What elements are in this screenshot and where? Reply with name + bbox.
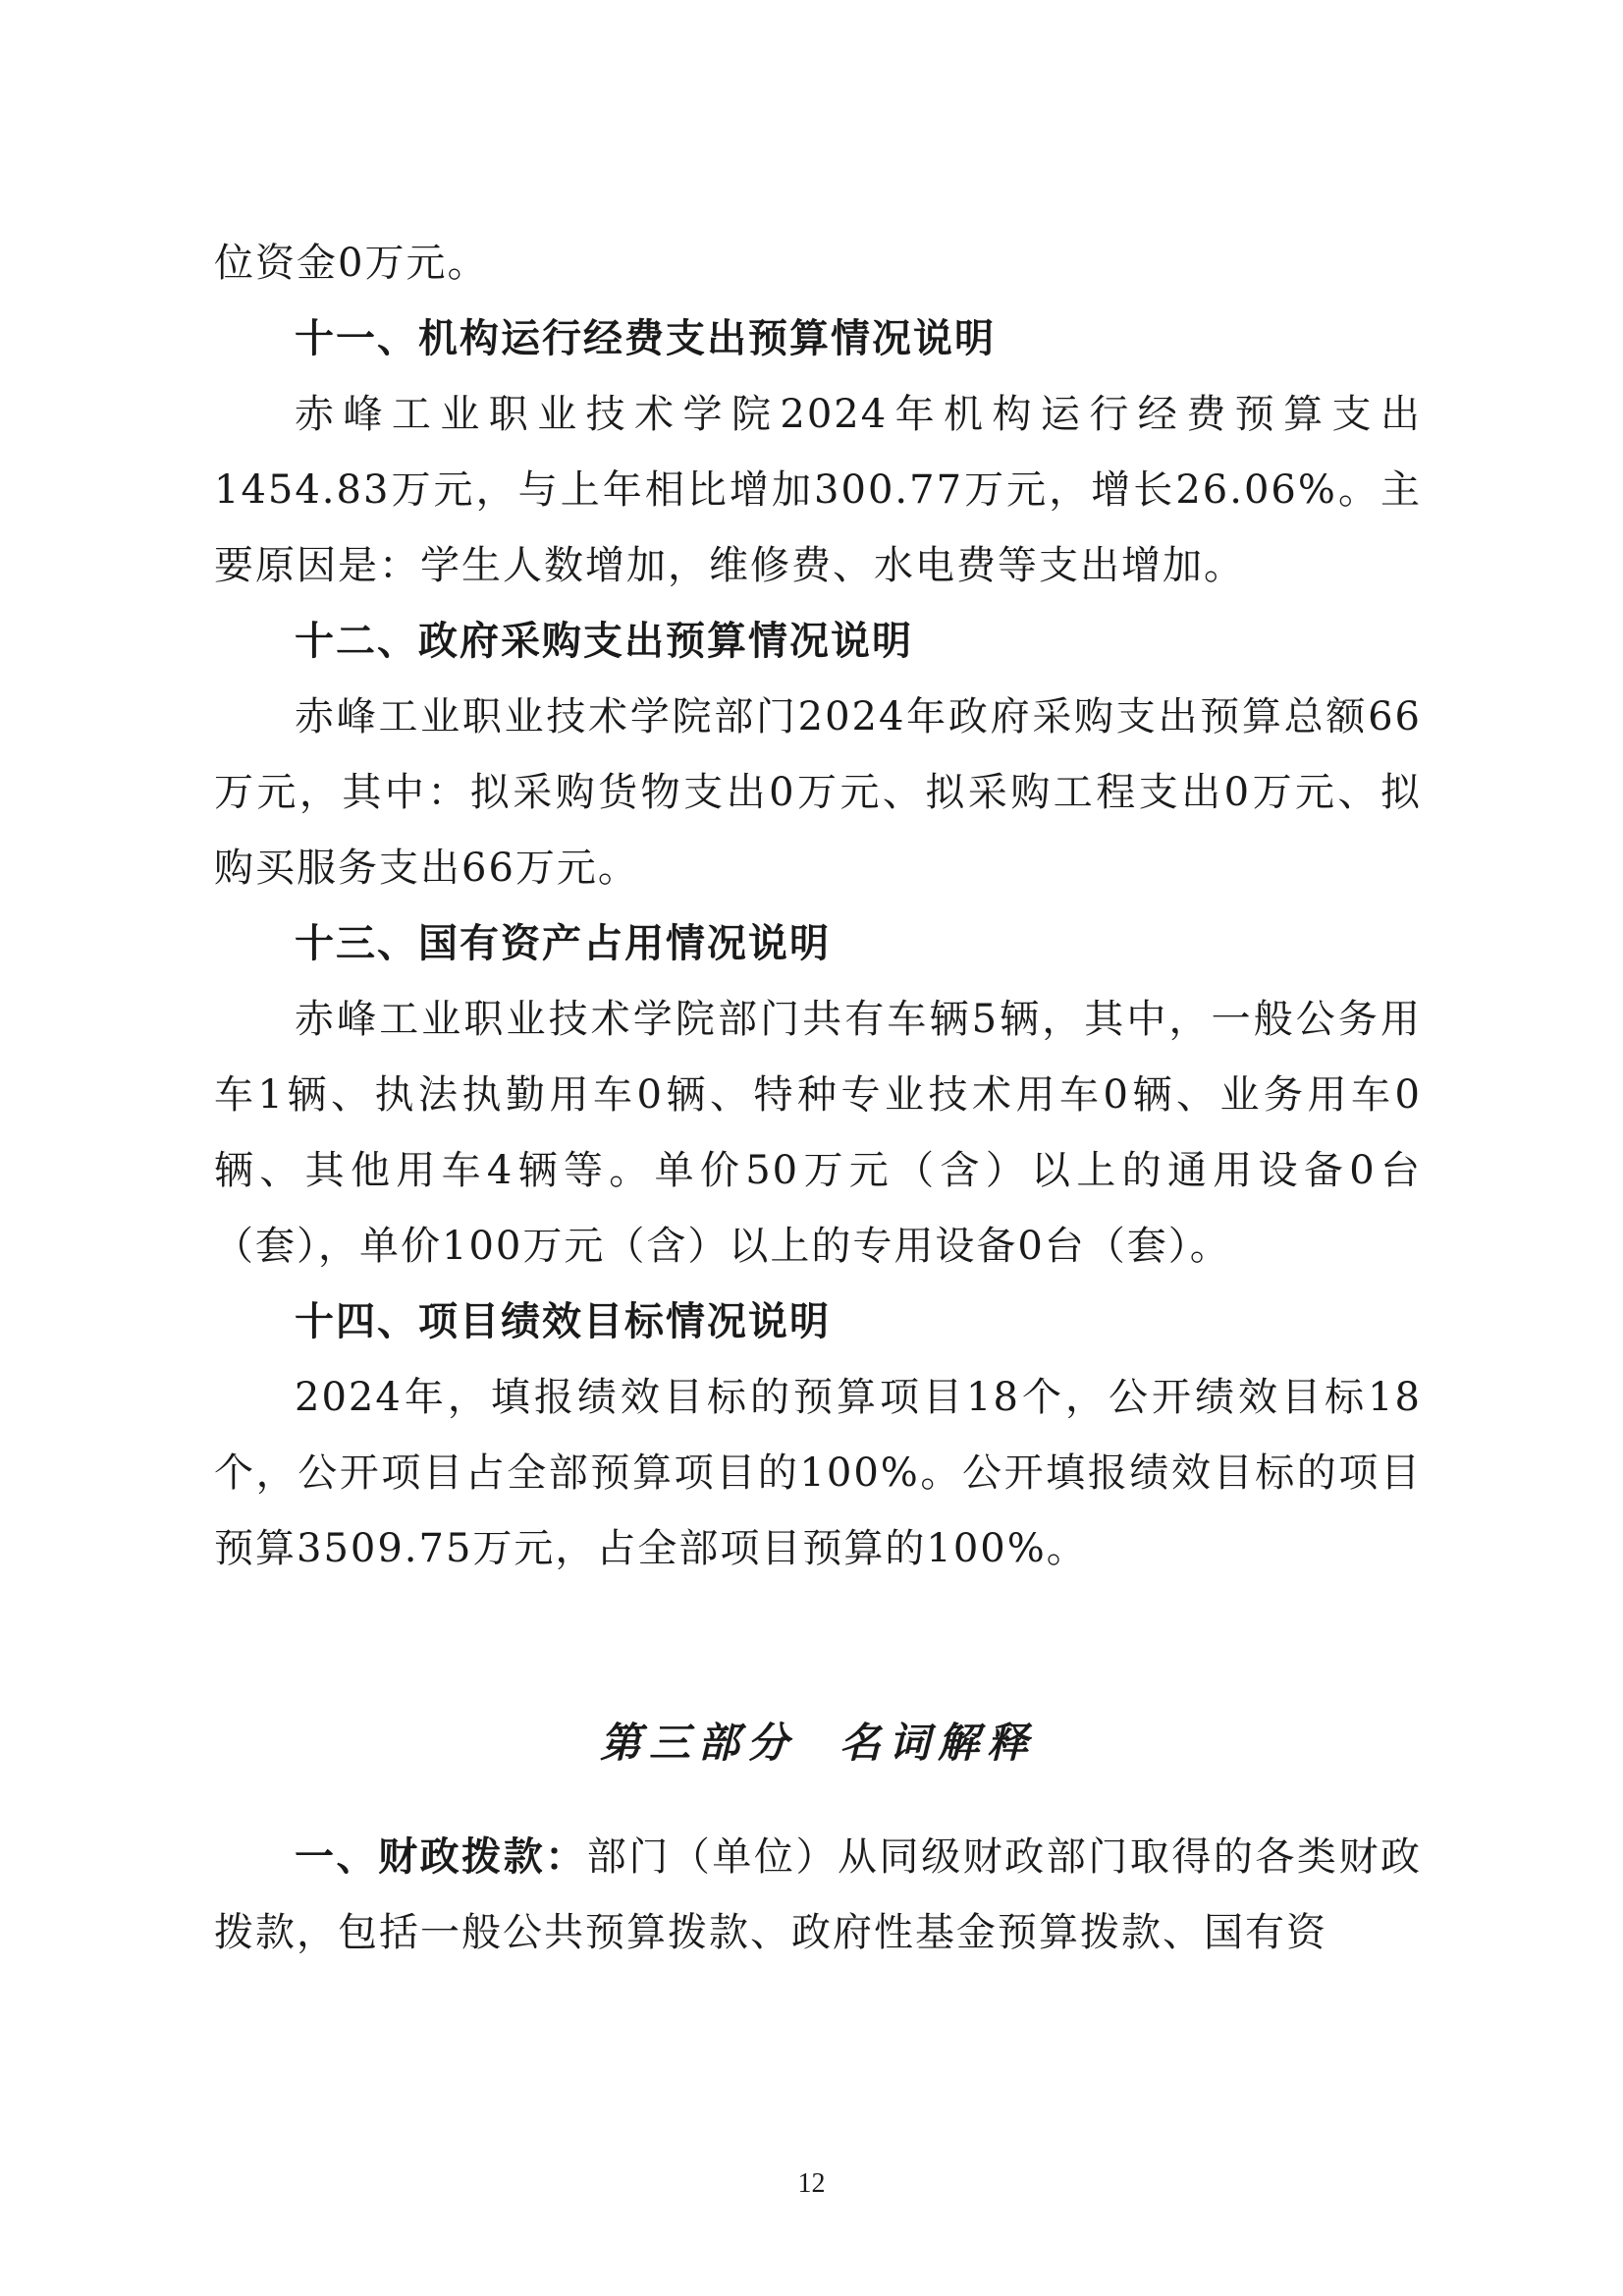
section-body-11: 赤峰工业职业技术学院2024年机构运行经费预算支出1454.83万元，与上年相比增加300.77万元，增长26.06%。主要原因是：学生人数增加，维修费、水电费等支出增加。: [214, 392, 1422, 588]
term-label: 一、财政拨款：: [295, 1834, 587, 1880]
part-title-name: 名词解释: [839, 1719, 1037, 1767]
section-heading-13: 十三、国有资产占用情况说明: [295, 921, 831, 966]
term-text: 部门（单位）从同级财政部门取得的各类财政拨款，包括一般公共预算拨款、政府性基金预算拨款、国有资: [214, 1834, 1423, 1955]
section-heading-14: 十四、项目绩效目标情况说明: [295, 1299, 831, 1344]
section-heading-11: 十一、机构运行经费支出预算情况说明: [295, 316, 996, 361]
part-title-number: 第三部分: [599, 1719, 796, 1767]
section-heading-12: 十二、政府采购支出预算情况说明: [295, 619, 913, 664]
section-body-13: 赤峰工业职业技术学院部门共有车辆5辆，其中，一般公务用车1辆、执法执勤用车0辆、特种专业技术用车0辆、业务用车0辆、其他用车4辆等。单价50万元（含）以上的通用设备0台（套），单价100万元（含）以上的专用设备0台（套）。: [214, 997, 1422, 1269]
term-definition: [214, 1820, 1422, 1971]
section-body-14: 2024年，填报绩效目标的预算项目18个，公开绩效目标18个，公开项目占全部预算项目的100%。公开填报绩效目标的项目预算3509.75万元，占全部项目预算的100%。: [214, 1375, 1422, 1571]
document-content: [214, 226, 1422, 1971]
part-title: [214, 1705, 1422, 1780]
continuation-text: 位资金0万元。: [214, 241, 489, 286]
page-number: 12: [797, 2168, 826, 2199]
section-body-12: 赤峰工业职业技术学院部门2024年政府采购支出预算总额66万元，其中：拟采购货物支出0万元、拟采购工程支出0万元、拟购买服务支出66万元。: [214, 694, 1422, 891]
